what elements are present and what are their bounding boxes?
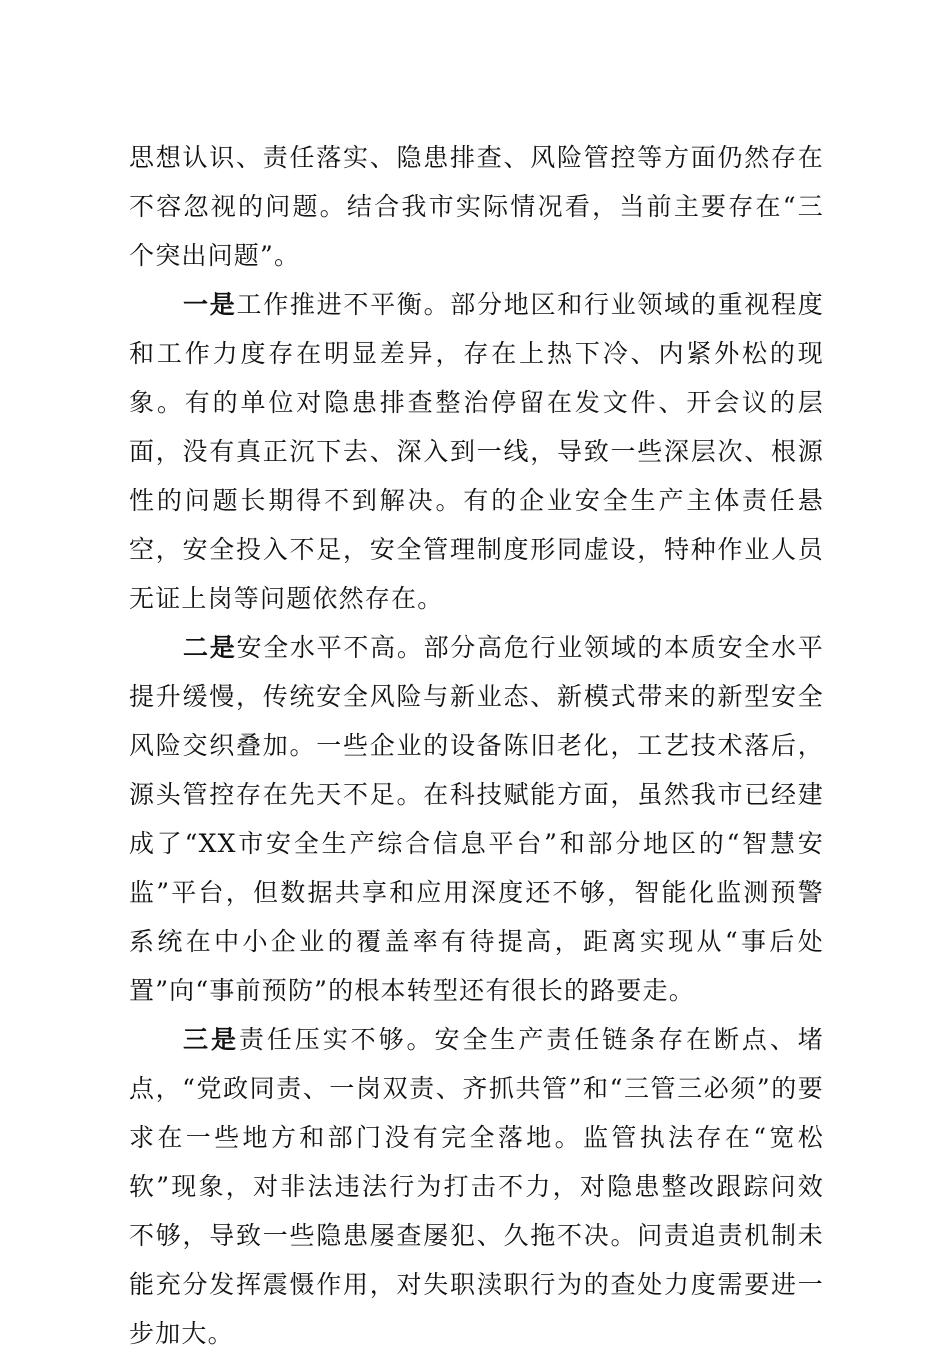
point-two-lead: 二是 xyxy=(183,633,237,662)
point-one-lead: 一是 xyxy=(183,290,237,319)
paragraph-point-three xyxy=(129,1015,824,1358)
document-body xyxy=(129,133,824,1358)
paragraph-intro xyxy=(129,133,824,280)
point-three-text: 责任压实不够。安全生产责任链条存在断点、堵点，“党政同责、一岗双责、齐抓共管”和“三管三必须”的要求在一些地方和部门没有完全落地。监管执法存在“宽松软”现象，对非法违法行为打击不力，对隐患整改跟踪问效不够，导致一些隐患屡查屡犯、久拖不决。问责追责机制未能充分发挥震慑作用，对失职渎职行为的查处力度需要进一步加大。 xyxy=(129,1025,824,1348)
paragraph-point-two xyxy=(129,623,824,1015)
point-two-text: 安全水平不高。部分高危行业领域的本质安全水平提升缓慢，传统安全风险与新业态、新模式带来的新型安全风险交织叠加。一些企业的设备陈旧老化，工艺技术落后，源头管控存在先天不足。在科技赋能方面，虽然我市已经建成了“XX市安全生产综合信息平台”和部分地区的“智慧安监”平台，但数据共享和应用深度还不够，智能化监测预警系统在中小企业的覆盖率有待提高，距离实现从“事后处置”向“事前预防”的根本转型还有很长的路要走。 xyxy=(129,633,824,1005)
paragraph-intro-text: 思想认识、责任落实、隐患排查、风险管控等方面仍然存在不容忽视的问题。结合我市实际情况看，当前主要存在“三个突出问题”。 xyxy=(129,143,824,270)
point-three-lead: 三是 xyxy=(183,1025,239,1054)
paragraph-point-one xyxy=(129,280,824,623)
point-one-text: 工作推进不平衡。部分地区和行业领域的重视程度和工作力度存在明显差异，存在上热下冷、内紧外松的现象。有的单位对隐患排查整治停留在发文件、开会议的层面，没有真正沉下去、深入到一线，导致一些深层次、根源性的问题长期得不到解决。有的企业安全生产主体责任悬空，安全投入不足，安全管理制度形同虚设，特种作业人员无证上岗等问题依然存在。 xyxy=(129,290,824,613)
